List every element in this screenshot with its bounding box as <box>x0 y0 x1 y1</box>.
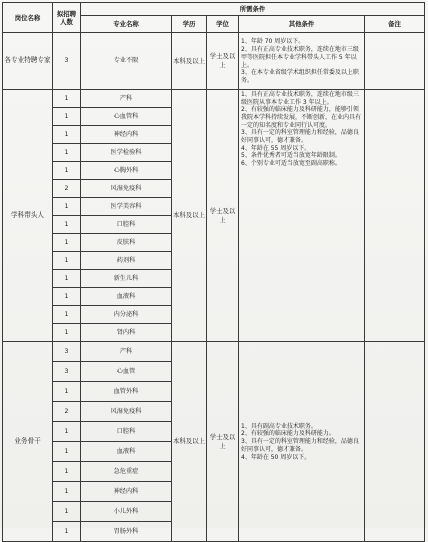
post-name-cell: 业务骨干 <box>3 342 53 542</box>
major-cell: 胃肠外科 <box>81 522 172 542</box>
remarks-cell <box>365 90 425 342</box>
major-cell: 口腔科 <box>81 422 172 442</box>
condition-line: 6、个别专业可适当放宽至副高职称。 <box>241 160 341 168</box>
count-cell: 1 <box>53 90 81 108</box>
count-cell: 1 <box>53 252 81 270</box>
header-major: 专业名称 <box>81 16 172 33</box>
degree-cell: 学士及以上 <box>207 342 239 542</box>
major-cell: 产科 <box>81 342 172 362</box>
education-cell: 本科及以上 <box>172 33 207 90</box>
major-cell: 药剂科 <box>81 252 172 270</box>
count-cell: 1 <box>53 324 81 342</box>
major-cell: 风湿免疫科 <box>81 402 172 422</box>
count-cell: 1 <box>53 270 81 288</box>
header-post-name: 岗位名称 <box>3 3 53 33</box>
major-cell: 神经内科 <box>81 126 172 144</box>
condition-line: 1、具有副高专业技术职务。 <box>241 422 317 430</box>
condition-line: 1、具有正高专业技术职务，连续在地市级三级医院从事本专业工作 3 年以上。 <box>241 91 359 106</box>
count-cell: 1 <box>53 306 81 324</box>
major-cell: 皮肤科 <box>81 234 172 252</box>
major-cell: 新生儿科 <box>81 270 172 288</box>
header-requirements: 所需条件 <box>81 3 425 16</box>
count-cell: 1 <box>53 422 81 442</box>
count-cell: 1 <box>53 442 81 462</box>
count-cell: 1 <box>53 234 81 252</box>
header-remarks: 备注 <box>365 16 425 33</box>
count-cell: 2 <box>53 180 81 198</box>
condition-line: 1、年龄 70 周岁以下。 <box>241 38 305 46</box>
major-cell: 医学检验科 <box>81 144 172 162</box>
major-cell: 内分泌科 <box>81 306 172 324</box>
count-cell: 1 <box>53 162 81 180</box>
count-cell: 1 <box>53 502 81 522</box>
major-cell: 风湿免疫科 <box>81 180 172 198</box>
condition-line: 4、年龄在 50 周岁以下。 <box>241 453 311 461</box>
count-cell: 1 <box>53 198 81 216</box>
count-cell: 1 <box>53 126 81 144</box>
major-cell: 血管外科 <box>81 382 172 402</box>
major-cell: 心血管科 <box>81 108 172 126</box>
major-cell: 急危重症 <box>81 462 172 482</box>
remarks-cell <box>365 342 425 542</box>
count-cell: 3 <box>53 362 81 382</box>
condition-line: 5、条件优秀者可适当放宽年龄限制。 <box>241 152 341 160</box>
major-cell: 血液科 <box>81 288 172 306</box>
condition-line: 2、具有正高专业技术职务，连续在地市三级甲等医院担任本专业学科带头人工作 5 年以上。 <box>241 46 359 69</box>
post-name-cell: 各专业特聘专家 <box>3 33 53 90</box>
count-cell: 3 <box>53 342 81 362</box>
count-cell: 1 <box>53 144 81 162</box>
count-cell: 1 <box>53 462 81 482</box>
table-row <box>3 342 425 362</box>
header-education: 学历 <box>172 16 207 33</box>
major-cell: 神经内科 <box>81 482 172 502</box>
count-cell: 1 <box>53 522 81 542</box>
other-conditions-cell <box>239 342 365 542</box>
count-cell: 1 <box>53 382 81 402</box>
remarks-cell <box>365 33 425 90</box>
post-name-cell: 学科带头人 <box>3 90 53 342</box>
table-row <box>3 90 425 108</box>
degree-cell: 学士及以上 <box>207 90 239 342</box>
major-cell: 小儿外科 <box>81 502 172 522</box>
condition-line: 3、具有一定的科室管理能力和经验，品德良好同事认可，德才兼备。 <box>241 438 359 453</box>
major-cell: 口腔科 <box>81 216 172 234</box>
education-cell: 本科及以上 <box>172 342 207 542</box>
major-cell: 产科 <box>81 90 172 108</box>
major-cell: 肾内科 <box>81 324 172 342</box>
other-conditions-cell <box>239 33 365 90</box>
table-row <box>3 33 425 90</box>
condition-line: 3、具有一定的科室管理能力和经验，品德良好同事认可，德才兼备。 <box>241 129 359 145</box>
header-planned-count: 拟招聘人数 <box>53 3 81 33</box>
major-cell: 专业不限 <box>81 33 172 90</box>
header-degree: 学位 <box>207 16 239 33</box>
condition-line: 4、年龄在 55 周岁以下。 <box>241 144 311 152</box>
major-cell: 心胸外科 <box>81 162 172 180</box>
count-cell: 1 <box>53 216 81 234</box>
recruitment-table <box>2 2 425 542</box>
header-other: 其他条件 <box>239 16 365 33</box>
other-conditions-cell <box>239 90 365 342</box>
degree-cell: 学士及以上 <box>207 33 239 90</box>
count-cell: 3 <box>53 33 81 90</box>
count-cell: 1 <box>53 288 81 306</box>
condition-line: 3、在本专业省级学术组织担任常委及以上职务。 <box>241 69 359 84</box>
count-cell: 1 <box>53 108 81 126</box>
count-cell: 1 <box>53 482 81 502</box>
condition-line: 2、有较强的临床能力及科研能力。 <box>241 430 335 438</box>
count-cell: 2 <box>53 402 81 422</box>
education-cell: 本科及以上 <box>172 90 207 342</box>
major-cell: 血液科 <box>81 442 172 462</box>
condition-line: 2、有较强的临床能力及科研能力，能够引领我院本学科持续发展，不断创新，在业内具有一定的知名度和专业同行认可度。 <box>241 106 362 129</box>
major-cell: 心血管 <box>81 362 172 382</box>
major-cell: 医学美容科 <box>81 198 172 216</box>
